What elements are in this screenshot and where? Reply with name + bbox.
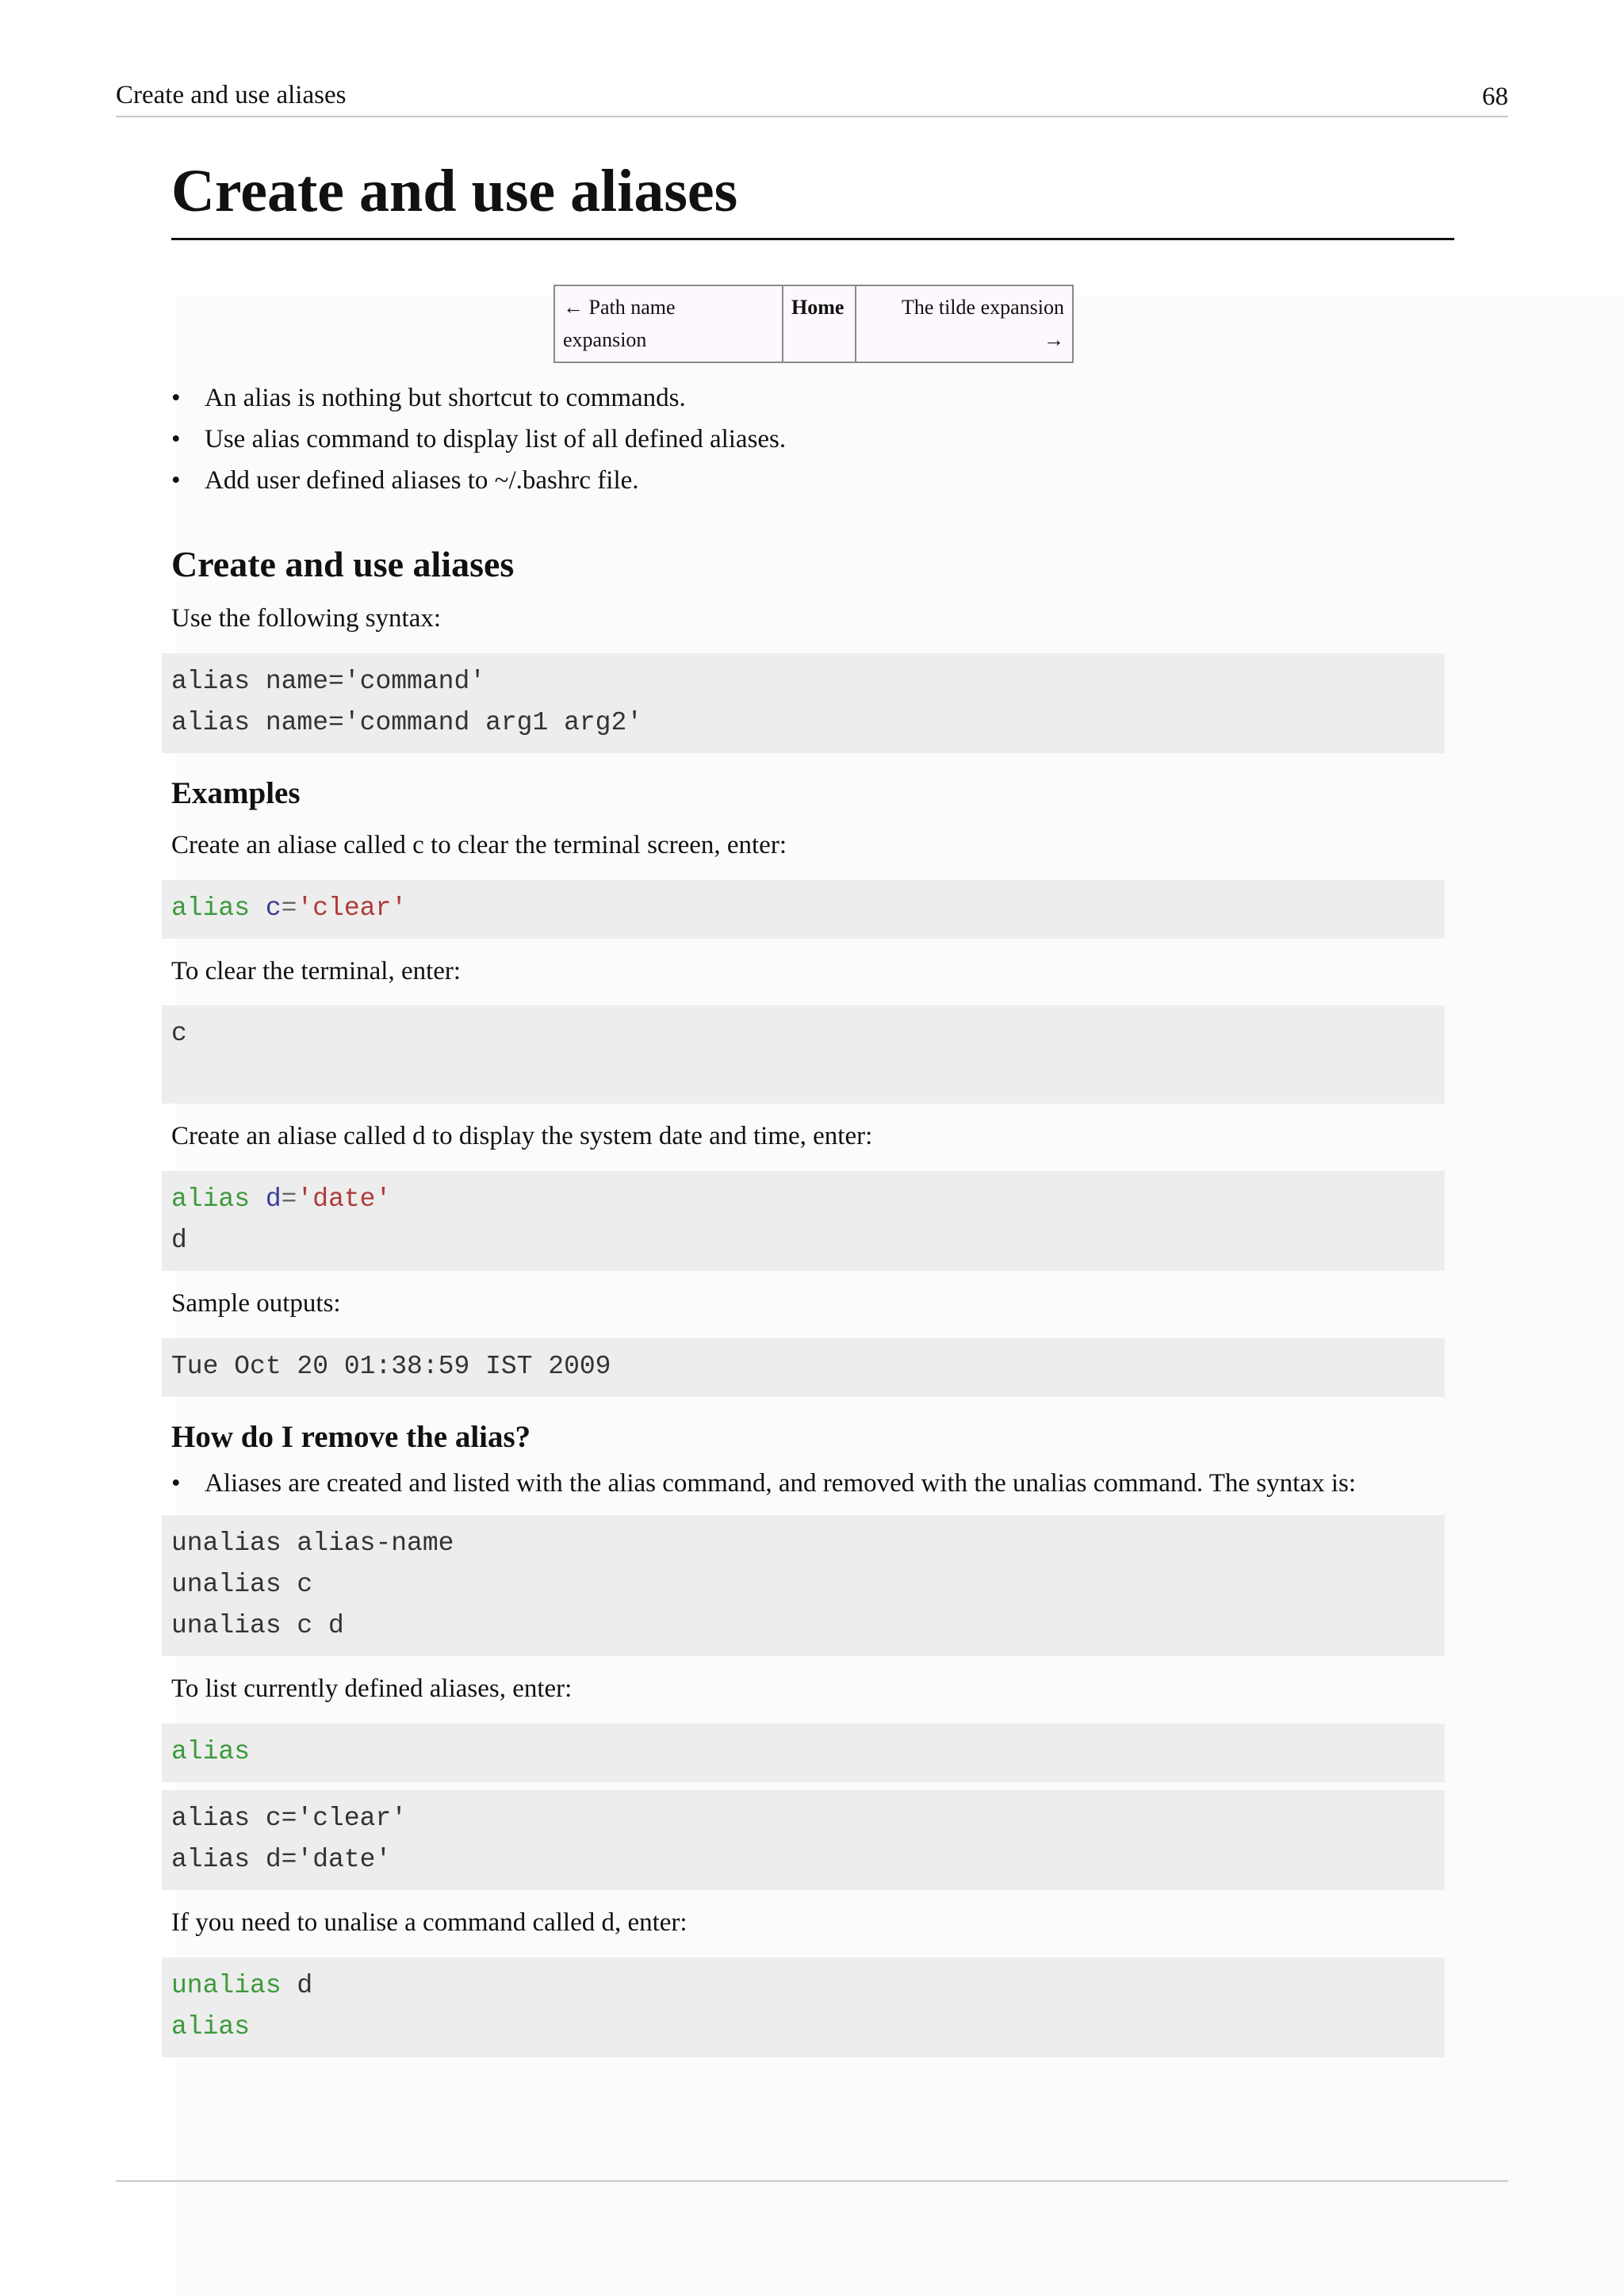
subsection-heading-examples: Examples bbox=[171, 775, 301, 810]
syntax-intro: Use the following syntax: bbox=[171, 603, 442, 633]
page-title: Create and use aliases bbox=[171, 159, 1454, 240]
running-title: Create and use aliases bbox=[116, 81, 347, 109]
code-keyword: alias bbox=[171, 893, 251, 923]
code-string: 'clear' bbox=[297, 893, 408, 923]
code-line: alias d='date' bbox=[171, 1844, 392, 1874]
list-item: • Aliases are created and listed with the alias command, and removed with the unalias command. The syntax is: bbox=[171, 1463, 1464, 1504]
code-operator: = bbox=[281, 893, 297, 923]
code-line: Tue Oct 20 01:38:59 IST 2009 bbox=[171, 1352, 611, 1382]
example-text-1: Create an aliase called c to clear the terminal screen, enter: bbox=[171, 830, 787, 859]
running-header bbox=[116, 78, 1508, 117]
remove-text-2: If you need to unalise a command called d, enter: bbox=[171, 1908, 688, 1937]
page-number: 68 bbox=[1482, 82, 1508, 111]
code-keyword: unalias bbox=[171, 1970, 282, 2000]
example-text-3: Create an aliase called d to display the system date and time, enter: bbox=[171, 1122, 873, 1151]
code-block-alias-d bbox=[162, 1171, 1445, 1271]
code-variable: d bbox=[265, 1184, 282, 1215]
code-line bbox=[171, 888, 1435, 929]
code-operator: = bbox=[281, 1184, 297, 1215]
code-block-c bbox=[162, 1005, 1445, 1104]
remove-text-1: To list currently defined aliases, enter: bbox=[171, 1674, 573, 1704]
code-line bbox=[171, 1965, 1435, 2007]
code-block-unalias-d bbox=[162, 1957, 1445, 2057]
code-line: alias name='command arg1 arg2' bbox=[171, 707, 643, 737]
code-line: unalias c d bbox=[171, 1611, 344, 1641]
nav-next-link[interactable] bbox=[856, 285, 1073, 362]
nav-next-line1: The tilde expansion bbox=[901, 295, 1064, 319]
nav-prev-link[interactable] bbox=[554, 285, 783, 362]
nav-next-arrow: → bbox=[1044, 328, 1064, 352]
code-block-list-aliases bbox=[162, 1724, 1445, 1782]
footer-rule bbox=[116, 2180, 1508, 2182]
article-body bbox=[171, 159, 1464, 2057]
list-item: • Use alias command to display list of all defined aliases. bbox=[171, 419, 1464, 460]
remove-bullet-list bbox=[171, 1463, 1464, 1504]
nav-prev-line2: expansion bbox=[563, 328, 647, 352]
nav-home-link[interactable]: Home bbox=[783, 285, 856, 362]
code-argument: d bbox=[281, 1970, 313, 2000]
code-block-alias-output bbox=[162, 1790, 1445, 1890]
code-block-alias-c bbox=[162, 880, 1445, 939]
list-item: • An alias is nothing but shortcut to commands. bbox=[171, 377, 1464, 419]
code-block-syntax bbox=[162, 653, 1445, 753]
list-item: • Add user defined aliases to ~/.bashrc file. bbox=[171, 460, 1464, 501]
code-keyword: alias bbox=[171, 2011, 251, 2042]
code-line: alias name='command' bbox=[171, 666, 486, 696]
example-text-2: To clear the terminal, enter: bbox=[171, 956, 462, 985]
code-line: d bbox=[171, 1226, 187, 1256]
subsection-heading-remove: How do I remove the alias? bbox=[171, 1420, 531, 1455]
code-line: unalias c bbox=[171, 1570, 313, 1600]
intro-bullet-list bbox=[171, 377, 1464, 501]
code-line: c bbox=[171, 1019, 187, 1049]
code-line: alias c='clear' bbox=[171, 1803, 408, 1833]
example-text-4: Sample outputs: bbox=[171, 1289, 341, 1318]
nav-prev-line1: ← Path name bbox=[563, 295, 676, 319]
code-line: unalias alias-name bbox=[171, 1529, 454, 1559]
code-keyword: alias bbox=[171, 1736, 251, 1766]
code-block-sample-output bbox=[162, 1338, 1445, 1397]
code-keyword: alias bbox=[171, 1184, 251, 1215]
code-variable: c bbox=[265, 893, 282, 923]
code-string: 'date' bbox=[297, 1184, 392, 1215]
navigation-table bbox=[553, 285, 1074, 363]
code-line bbox=[171, 1179, 1435, 1220]
section-heading-create: Create and use aliases bbox=[171, 543, 515, 584]
code-block-unalias bbox=[162, 1515, 1445, 1656]
